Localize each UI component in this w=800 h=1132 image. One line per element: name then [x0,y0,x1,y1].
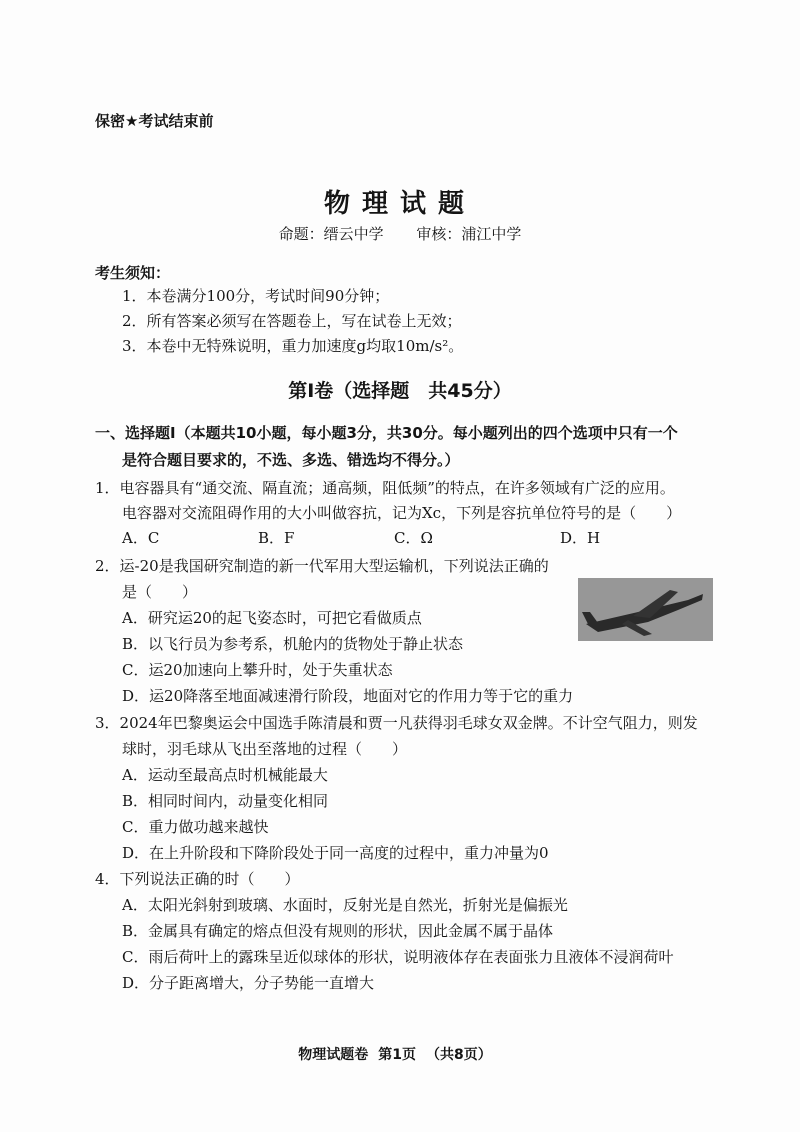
option-c: C．Ω [394,529,433,547]
question-2-option-a: A．研究运20的起飞姿态时，可把它看做质点 [122,609,422,627]
section-title: 第Ⅰ卷（选择题 共45分） [288,380,512,402]
reviewer: 审核：浦江中学 [416,225,522,243]
note-item: 2．所有答案必须写在答题卷上，写在试卷上无效； [122,312,462,330]
question-4-stem: 4．下列说法正确的时（ ） [95,870,300,888]
question-4-option-c: C．雨后荷叶上的露珠呈近似球体的形状，说明液体存在表面张力且液体不浸润荷叶 [122,948,674,966]
option-d: D．H [560,529,601,547]
footer-name: 物理试题卷 [298,1047,369,1063]
question-1-stem-cont: 电容器对交流阻碍作用的大小叫做容抗，记为Xc，下列是容抗单位符号的是（ ） [122,504,682,522]
proposer: 命题：缙云中学 [278,225,384,243]
part-instructions-line1: 一、选择题Ⅰ（本题共10小题，每小题3分，共30分。每小题列出的四个选项中只有一个 [95,424,678,442]
note-item: 1．本卷满分100分，考试时间90分钟； [122,287,390,305]
notes-heading: 考生须知： [95,264,171,282]
question-2-option-d: D．运20降落至地面减速滑行阶段，地面对它的作用力等于它的重力 [122,687,574,705]
aircraft-photo [578,578,713,641]
question-4-option-b: B．金属具有确定的熔点但没有规则的形状，因此金属不属于晶体 [122,922,554,940]
authors-line [0,223,800,244]
question-4-option-d: D．分子距离增大，分子势能一直增大 [122,974,375,992]
note-item: 3．本卷中无特殊说明，重力加速度g均取10m/s²。 [122,337,464,355]
footer-page: 第1页 [378,1047,416,1063]
question-3-stem-cont: 球时，羽毛球从飞出至落地的过程（ ） [122,740,408,758]
option-b: B．F [258,529,295,547]
question-1-stem: 1．电容器具有“通交流、隔直流；通高频，阻低频”的特点，在许多领域有广泛的应用。 [95,479,675,497]
question-2-stem-cont: 是（ ） [122,583,198,601]
question-3-option-b: B．相同时间内，动量变化相同 [122,792,329,810]
page-title: 物理试题 [323,189,476,219]
question-2-option-c: C．运20加速向上攀升时，处于失重状态 [122,661,393,679]
confidential-label: 保密★考试结束前 [95,112,214,130]
question-2-option-b: B．以飞行员为参考系，机舱内的货物处于静止状态 [122,635,464,653]
page-footer [0,1044,800,1064]
question-2-stem: 2．运-20是我国研究制造的新一代军用大型运输机，下列说法正确的 [95,557,549,575]
question-3-option-c: C．重力做功越来越快 [122,818,269,836]
part-instructions-line2: 是符合题目要求的，不选、多选、错选均不得分。） [122,451,460,469]
question-3-option-a: A．运动至最高点时机械能最大 [122,766,328,784]
option-a: A．C [122,529,160,547]
question-3-option-d: D．在上升阶段和下降阶段处于同一高度的过程中，重力冲量为0 [122,844,549,862]
question-3-stem: 3．2024年巴黎奥运会中国选手陈清晨和贾一凡获得羽毛球女双金牌。不计空气阻力，则发 [95,714,698,732]
footer-total: （共8页） [426,1047,492,1063]
question-4-option-a: A．太阳光斜射到玻璃、水面时，反射光是自然光，折射光是偏振光 [122,896,568,914]
